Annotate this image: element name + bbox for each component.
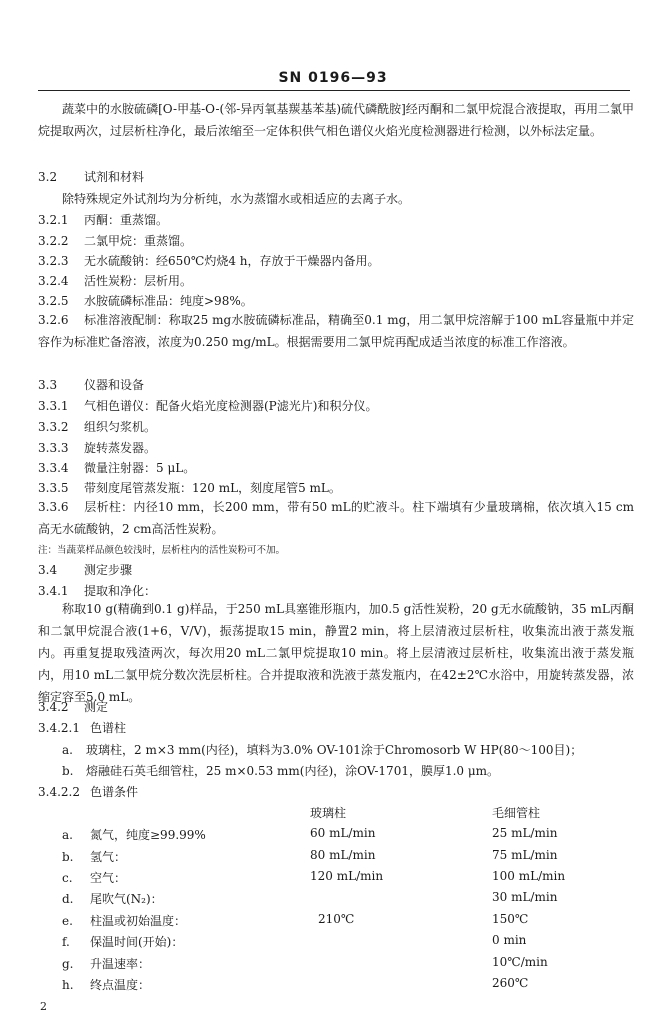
section-3-4-2-2-heading: 3.4.2.2 色谱条件 <box>38 785 139 799</box>
item-3-3-4: 3.3.4 微量注射器：5 μL。 <box>38 461 196 475</box>
item-3-3-2: 3.3.2 组织匀浆机。 <box>38 420 157 434</box>
condition-glass-value: 60 mL/min <box>310 826 376 840</box>
condition-capillary-value: 260℃ <box>492 976 529 990</box>
header-capillary-column: 毛细管柱 <box>492 806 541 820</box>
section-3-2-heading: 3.2 试剂和材料 <box>38 170 145 184</box>
item-3-2-5: 3.2.5 水胺硫磷标准品：纯度>98%。 <box>38 294 253 308</box>
header-glass-column: 玻璃柱 <box>310 806 347 820</box>
condition-row: d. 尾吹气(N₂)： <box>62 892 163 906</box>
condition-glass-value: 210℃ <box>318 912 355 926</box>
condition-capillary-value: 30 mL/min <box>492 890 558 904</box>
item-3-2-2: 3.2.2 二氯甲烷：重蒸馏。 <box>38 234 193 248</box>
condition-capillary-value: 0 min <box>492 933 527 947</box>
intro-paragraph: 蔬菜中的水胺硫磷[O-甲基-O-(邻-异丙氧基羰基苯基)硫代磷酰胺]经丙酮和二氯甲烷混合液提取，再用二氯甲烷提取两次，过层析柱净化，最后浓缩至一定体积供气相色谱仪火焰光度检测器进行检测，以外标法定量。 <box>38 102 634 138</box>
item-3-3-5: 3.3.5 带刻度尾管蒸发瓶：120 mL，刻度尾管5 mL。 <box>38 481 341 495</box>
column-item-b: b. 熔融硅石英毛细管柱，25 m×0.53 mm(内径)，涂OV-1701，膜厚1.0 μm。 <box>62 764 500 778</box>
item-3-2-4: 3.2.4 活性炭粉：层析用。 <box>38 274 193 288</box>
condition-capillary-value: 100 mL/min <box>492 869 566 883</box>
header-divider <box>38 90 630 91</box>
section-3-2-description: 除特殊规定外试剂均为分析纯，水为蒸馏水或相适应的去离子水。 <box>62 192 411 206</box>
condition-capillary-value: 75 mL/min <box>492 848 558 862</box>
section-3-4-heading: 3.4 测定步骤 <box>38 563 133 577</box>
condition-row: a. 氮气，纯度≥99.99% <box>62 828 206 842</box>
condition-capillary-value: 25 mL/min <box>492 826 558 840</box>
condition-row: h. 终点温度： <box>62 978 151 992</box>
extraction-procedure-paragraph: 称取10 g(精确到0.1 g)样品，于250 mL具塞锥形瓶内，加0.5 g活性炭粉，20 g无水硫酸钠，35 mL丙酮和二氯甲烷混合液(1+6，V/V)，振荡提取15 min，静置2 min，将上层清液过层析柱，收集流出液于蒸发瓶内。再重复提取残渣两次，每次用20 mL二氯甲烷提取10 min。将上层清液过层析柱，收集流出液于蒸发瓶内，用10 mL二氯甲烷分数次洗层析柱。合并提取液和洗液于蒸发瓶内，在42±2℃水浴中，用旋转蒸发器，浓缩定容至5.0 mL。 <box>38 602 634 704</box>
item-3-3-1: 3.3.1 气相色谱仪：配备火焰光度检测器(P滤光片)和积分仪。 <box>38 399 378 413</box>
item-3-2-3: 3.2.3 无水硫酸钠：经650℃灼烧4 h，存放于干燥器内备用。 <box>38 254 380 268</box>
column-item-a: a. 玻璃柱，2 m×3 mm(内径)，填料为3.0% OV-101涂于Chromosorb W HP(80～100目)； <box>62 743 583 757</box>
condition-capillary-value: 150℃ <box>492 912 529 926</box>
section-3-4-1-heading: 3.4.1 提取和净化： <box>38 584 157 598</box>
item-3-2-6: 3.2.6 标准溶液配制：称取25 mg水胺硫磷标准品，精确至0.1 mg，用二氯甲烷溶解于100 mL容量瓶中并定容作为标准贮备溶液，浓度为0.250 mg/mL。根据需要用二氯甲烷再配成适当浓度的标准工作溶液。 <box>38 313 634 349</box>
condition-glass-value: 120 mL/min <box>310 869 384 883</box>
item-3-2-1: 3.2.1 丙酮：重蒸馏。 <box>38 213 169 227</box>
note-activated-carbon: 注：当蔬菜样品颜色较浅时，层析柱内的活性炭粉可不加。 <box>38 545 286 556</box>
condition-glass-value: 80 mL/min <box>310 848 376 862</box>
condition-capillary-value: 10℃/min <box>492 955 548 969</box>
section-3-4-2-1-heading: 3.4.2.1 色谱柱 <box>38 721 127 735</box>
section-3-4-2-heading: 3.4.2 测定 <box>38 700 109 714</box>
standard-code-header: SN 0196—93 <box>278 70 388 86</box>
condition-row: b. 氢气： <box>62 850 127 864</box>
section-3-3-heading: 3.3 仪器和设备 <box>38 378 145 392</box>
condition-row: g. 升温速率： <box>62 957 151 971</box>
item-3-3-3: 3.3.3 旋转蒸发器。 <box>38 441 157 455</box>
item-3-3-6: 3.3.6 层析柱：内径10 mm，长200 mm，带有50 mL的贮液斗。柱下端填有少量玻璃棉，依次填入15 cm高无水硫酸钠，2 cm高活性炭粉。 <box>38 500 634 536</box>
condition-row: f. 保温时间(开始)： <box>62 935 184 949</box>
condition-row: e. 柱温或初始温度： <box>62 914 187 928</box>
condition-row: c. 空气： <box>62 871 127 885</box>
page-number: 2 <box>40 1000 47 1013</box>
